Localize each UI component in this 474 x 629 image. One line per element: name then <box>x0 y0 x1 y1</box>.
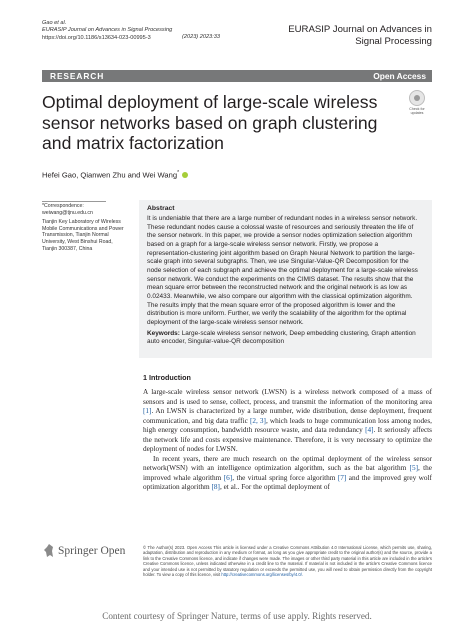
keywords-text: Large-scale wireless sensor network, Deep embedding clustering, Graph attention auto encoder, Singular-value-QR decomposition <box>147 329 416 346</box>
springer-open-name: Springer Open <box>58 545 126 557</box>
header-journal-line: EURASIP Journal on Advances in Signal Processing <box>42 27 173 34</box>
section-heading-introduction: 1 Introduction <box>143 373 191 382</box>
open-access-label: Open Access <box>373 71 426 81</box>
check-for-updates-text: Check for updates <box>409 107 425 115</box>
divider <box>42 201 106 202</box>
correspondence-column <box>42 201 124 252</box>
correspondence-email[interactable]: weiwang@tjnu.edu.cn <box>42 209 93 216</box>
abstract-heading: Abstract <box>147 205 175 212</box>
article-type-label: RESEARCH <box>50 71 105 81</box>
paragraph: In recent years, there are much research on the optimal deployment of the wireless sensor network(WSN) with an intelligence optimization algorithm, such as the bat algorithm [5], the improved whale algorithm [6], the virtual spring force algorithm [7] and the improved grey wolf optimization algorithm [8], et al.. For the optimal deployment of <box>143 454 432 492</box>
citation-link[interactable]: [8] <box>211 483 220 492</box>
header-doi[interactable]: https://doi.org/10.1186/s13634-023-00995-3 <box>42 34 151 41</box>
citation-link[interactable]: [7] <box>337 473 347 482</box>
orcid-icon[interactable] <box>182 172 188 178</box>
header-left <box>42 20 172 42</box>
citation-link[interactable]: [4] <box>365 426 374 435</box>
citation-link[interactable]: [2, 3] <box>249 416 266 425</box>
springer-horse-icon <box>44 544 54 558</box>
check-for-updates-badge[interactable] <box>404 90 430 116</box>
article-title: Optimal deployment of large-scale wireless sensor networks based on graph clustering and matrix factorization <box>42 92 378 153</box>
article-type-bar <box>42 70 432 82</box>
abstract-text: It is undeniable that there are a large number of redundant nodes in a wireless sensor network. These redundant nodes cause a colossal waste of resources and seriously threaten the life of the sensor network. In this paper, we provide a sensor nodes optimization selection algorithm based on a graph for a large-scale wireless sensor network. Firstly, we propose a representation-clustering joint algorithm based on Graph Neural Network to partition the large-scale graph into several subgraphs. Then, we use Singular-Value-QR Decomposition for the node selection of each subgraph and achieve the optimal deployment for a large-scale wireless sensor network. We conduct the experiments on the CIMIS dataset. The results show that the mean square error between the reconstructed network and the original network is as low as 0.02433. Meanwhile, we also compare our algorithm with the classical optimization algorithm. The results imply that the mean square error of the proposed algorithm is lower and the distribution is more uniform. Further, we verify the scalability of the algorithm for the optimal deployment of the large-scale wireless sensor network. <box>147 215 418 326</box>
header-year-volume: (2023) 2023:33 <box>182 34 220 40</box>
citation-link[interactable]: [1] <box>143 407 152 416</box>
citation-link[interactable]: [6] <box>223 473 233 482</box>
abstract-box <box>139 200 432 358</box>
corresponding-mark: * <box>177 170 180 176</box>
header-authors: Gao et al. <box>42 20 67 26</box>
courtesy-notice: Content courtesy of Springer Nature, terms of use apply. Rights reserved. <box>102 611 372 621</box>
springer-open-logo <box>42 543 142 561</box>
keywords-label: Keywords: <box>147 329 180 337</box>
check-for-updates-icon <box>409 90 425 106</box>
license-link[interactable]: http://creativecommons.org/licenses/by/4.0/. <box>221 572 304 578</box>
license-footer: © The Author(s) 2023. Open Access This article is licensed under a Creative Commons Attribution 4.0 International License, which permits use, sharing, adaptation, distribution and reproduction in any medium or format, as long as you give appropriate credit to the original author(s) and the source, provide a link to the Creative Commons licence, and indicate if changes were made. The images or other third party material in this article are included in the article's Creative Commons licence, unless indicated otherwise in a credit line to the material. If material is not included in the article's Creative Commons licence and your intended use is not permitted by statutory regulation or exceeds the permitted use, you will need to obtain permission directly from the copyright holder. To view a copy of this licence, visit http://creativecommons.org/licenses/by/4.0/. <box>143 545 432 578</box>
author-names: Hefei Gao, Qianwen Zhu and Wei Wang <box>42 170 178 180</box>
journal-name: EURASIP Journal on Advances in Signal Processing <box>288 24 432 48</box>
paragraph: A large-scale wireless sensor network (LWSN) is a wireless network composed of a mass of sensors and is used to sense, collect, process, and transmit the information of the monitoring area [1]. An LWSN is characterized by a large number, wide distribution, dense deployment, frequent communication, and big data traffic [2, 3], which leads to huge communication loss among nodes, high energy consumption, bandwidth resource waste, and data redundancy [4]. It seriously affects the network life and costs expensive maintenance. Therefore, it is very necessary to optimize the deployment of nodes for LWSN. <box>143 388 432 454</box>
citation-link[interactable]: [5] <box>409 464 419 473</box>
introduction-body <box>143 388 432 493</box>
author-list <box>42 170 188 180</box>
keywords <box>147 330 422 347</box>
affiliation: Tianjin Key Laboratory of Wireless Mobile Communications and Power Transmission, Tianjin Normal University, West Binshui Road, Tianjin 300387, China <box>42 219 124 252</box>
correspondence-label: *Correspondence: <box>42 203 84 209</box>
